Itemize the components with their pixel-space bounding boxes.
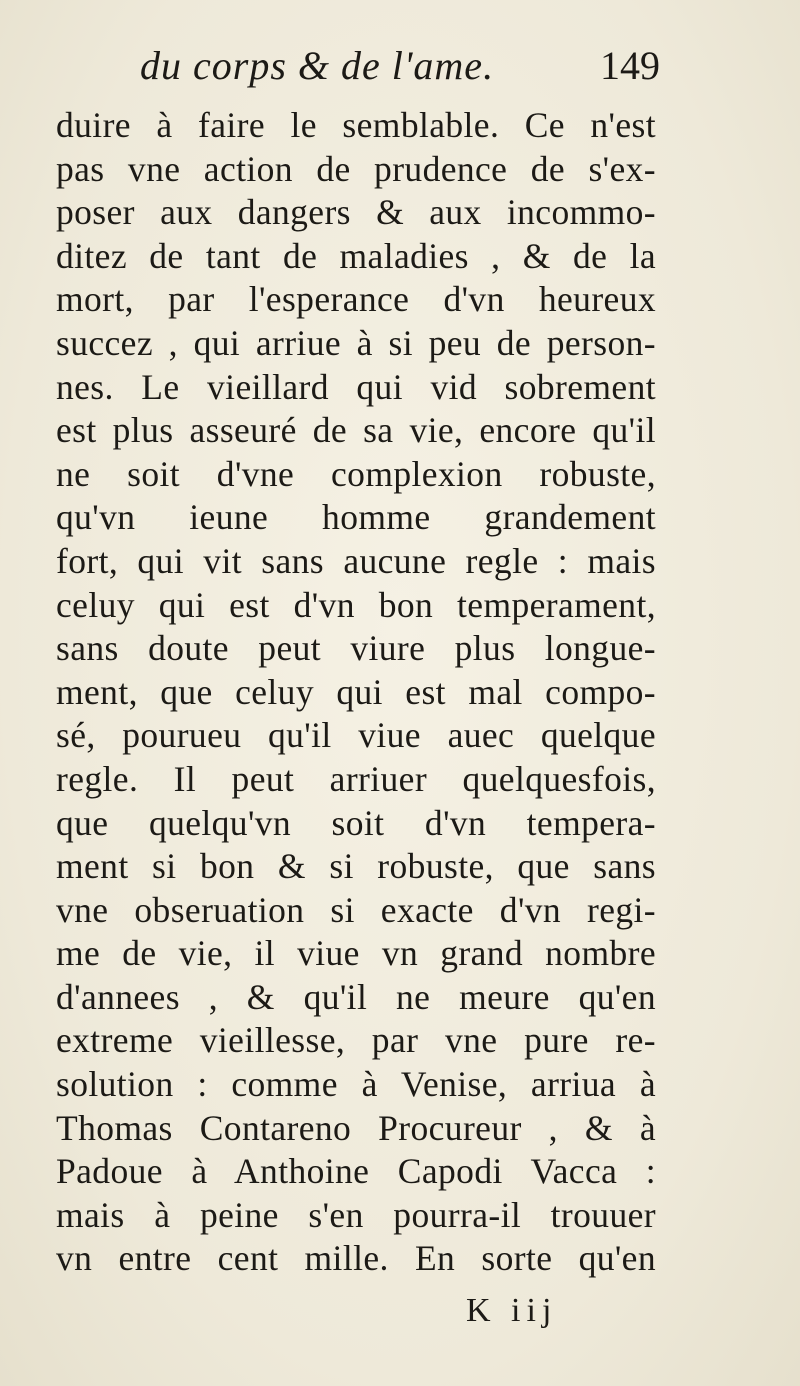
text-line: solution : comme à Venise, arriua à: [56, 1064, 656, 1105]
text-line: duire à faire le semblable. Ce n'est: [56, 105, 656, 145]
signature-mark: K iij: [466, 1292, 558, 1329]
text-line: regle. Il peut arriuer quelquesfois,: [56, 758, 656, 799]
text-line: vn entre cent mille. En sorte qu'en: [56, 1238, 656, 1279]
running-title: du corps & de l'ame.: [140, 43, 495, 88]
text-line: celuy qui est d'vn bon temperament,: [56, 584, 656, 625]
page-header: [140, 42, 660, 102]
text-line: sé, pourueu qu'il viue auec quelque: [56, 715, 656, 756]
text-line: que quelqu'vn soit d'vn tempera-: [56, 802, 656, 843]
text-line: fort, qui vit sans aucune regle : mais: [56, 540, 656, 581]
text-line: pas vne action de prudence de s'ex-: [56, 148, 656, 189]
text-line: est plus asseuré de sa vie, encore qu'il: [56, 410, 656, 451]
text-line: succez , qui arriue à si peu de person-: [56, 322, 656, 363]
text-line: ditez de tant de maladies , & de la: [56, 235, 656, 276]
text-line: mais à peine s'en pourra-il trouuer: [56, 1194, 656, 1235]
text-line: qu'vn ieune homme grandement: [56, 497, 656, 538]
text-line: me de vie, il viue vn grand nombre: [56, 933, 656, 974]
text-line: mort, par l'esperance d'vn heureux: [56, 279, 656, 320]
text-line: vne obseruation si exacte d'vn regi-: [56, 889, 656, 930]
text-line: ment, que celuy qui est mal compo-: [56, 671, 656, 712]
text-line: nes. Le vieillard qui vid sobrement: [56, 366, 656, 407]
text-line: ne soit d'vne complexion robuste,: [56, 453, 656, 494]
text-line: Padoue à Anthoine Capodi Vacca :: [56, 1151, 656, 1192]
page-number: 149: [600, 43, 660, 88]
text-line: extreme vieillesse, par vne pure re-: [56, 1020, 656, 1061]
page-footer: [466, 1292, 586, 1342]
body-text: [56, 104, 656, 1281]
text-line: poser aux dangers & aux incommo-: [56, 192, 656, 233]
text-line: ment si bon & si robuste, que sans: [56, 846, 656, 887]
text-line: sans doute peut viure plus longue-: [56, 628, 656, 669]
text-line: Thomas Contareno Procureur , & à: [56, 1107, 656, 1148]
text-line: d'annees , & qu'il ne meure qu'en: [56, 976, 656, 1017]
